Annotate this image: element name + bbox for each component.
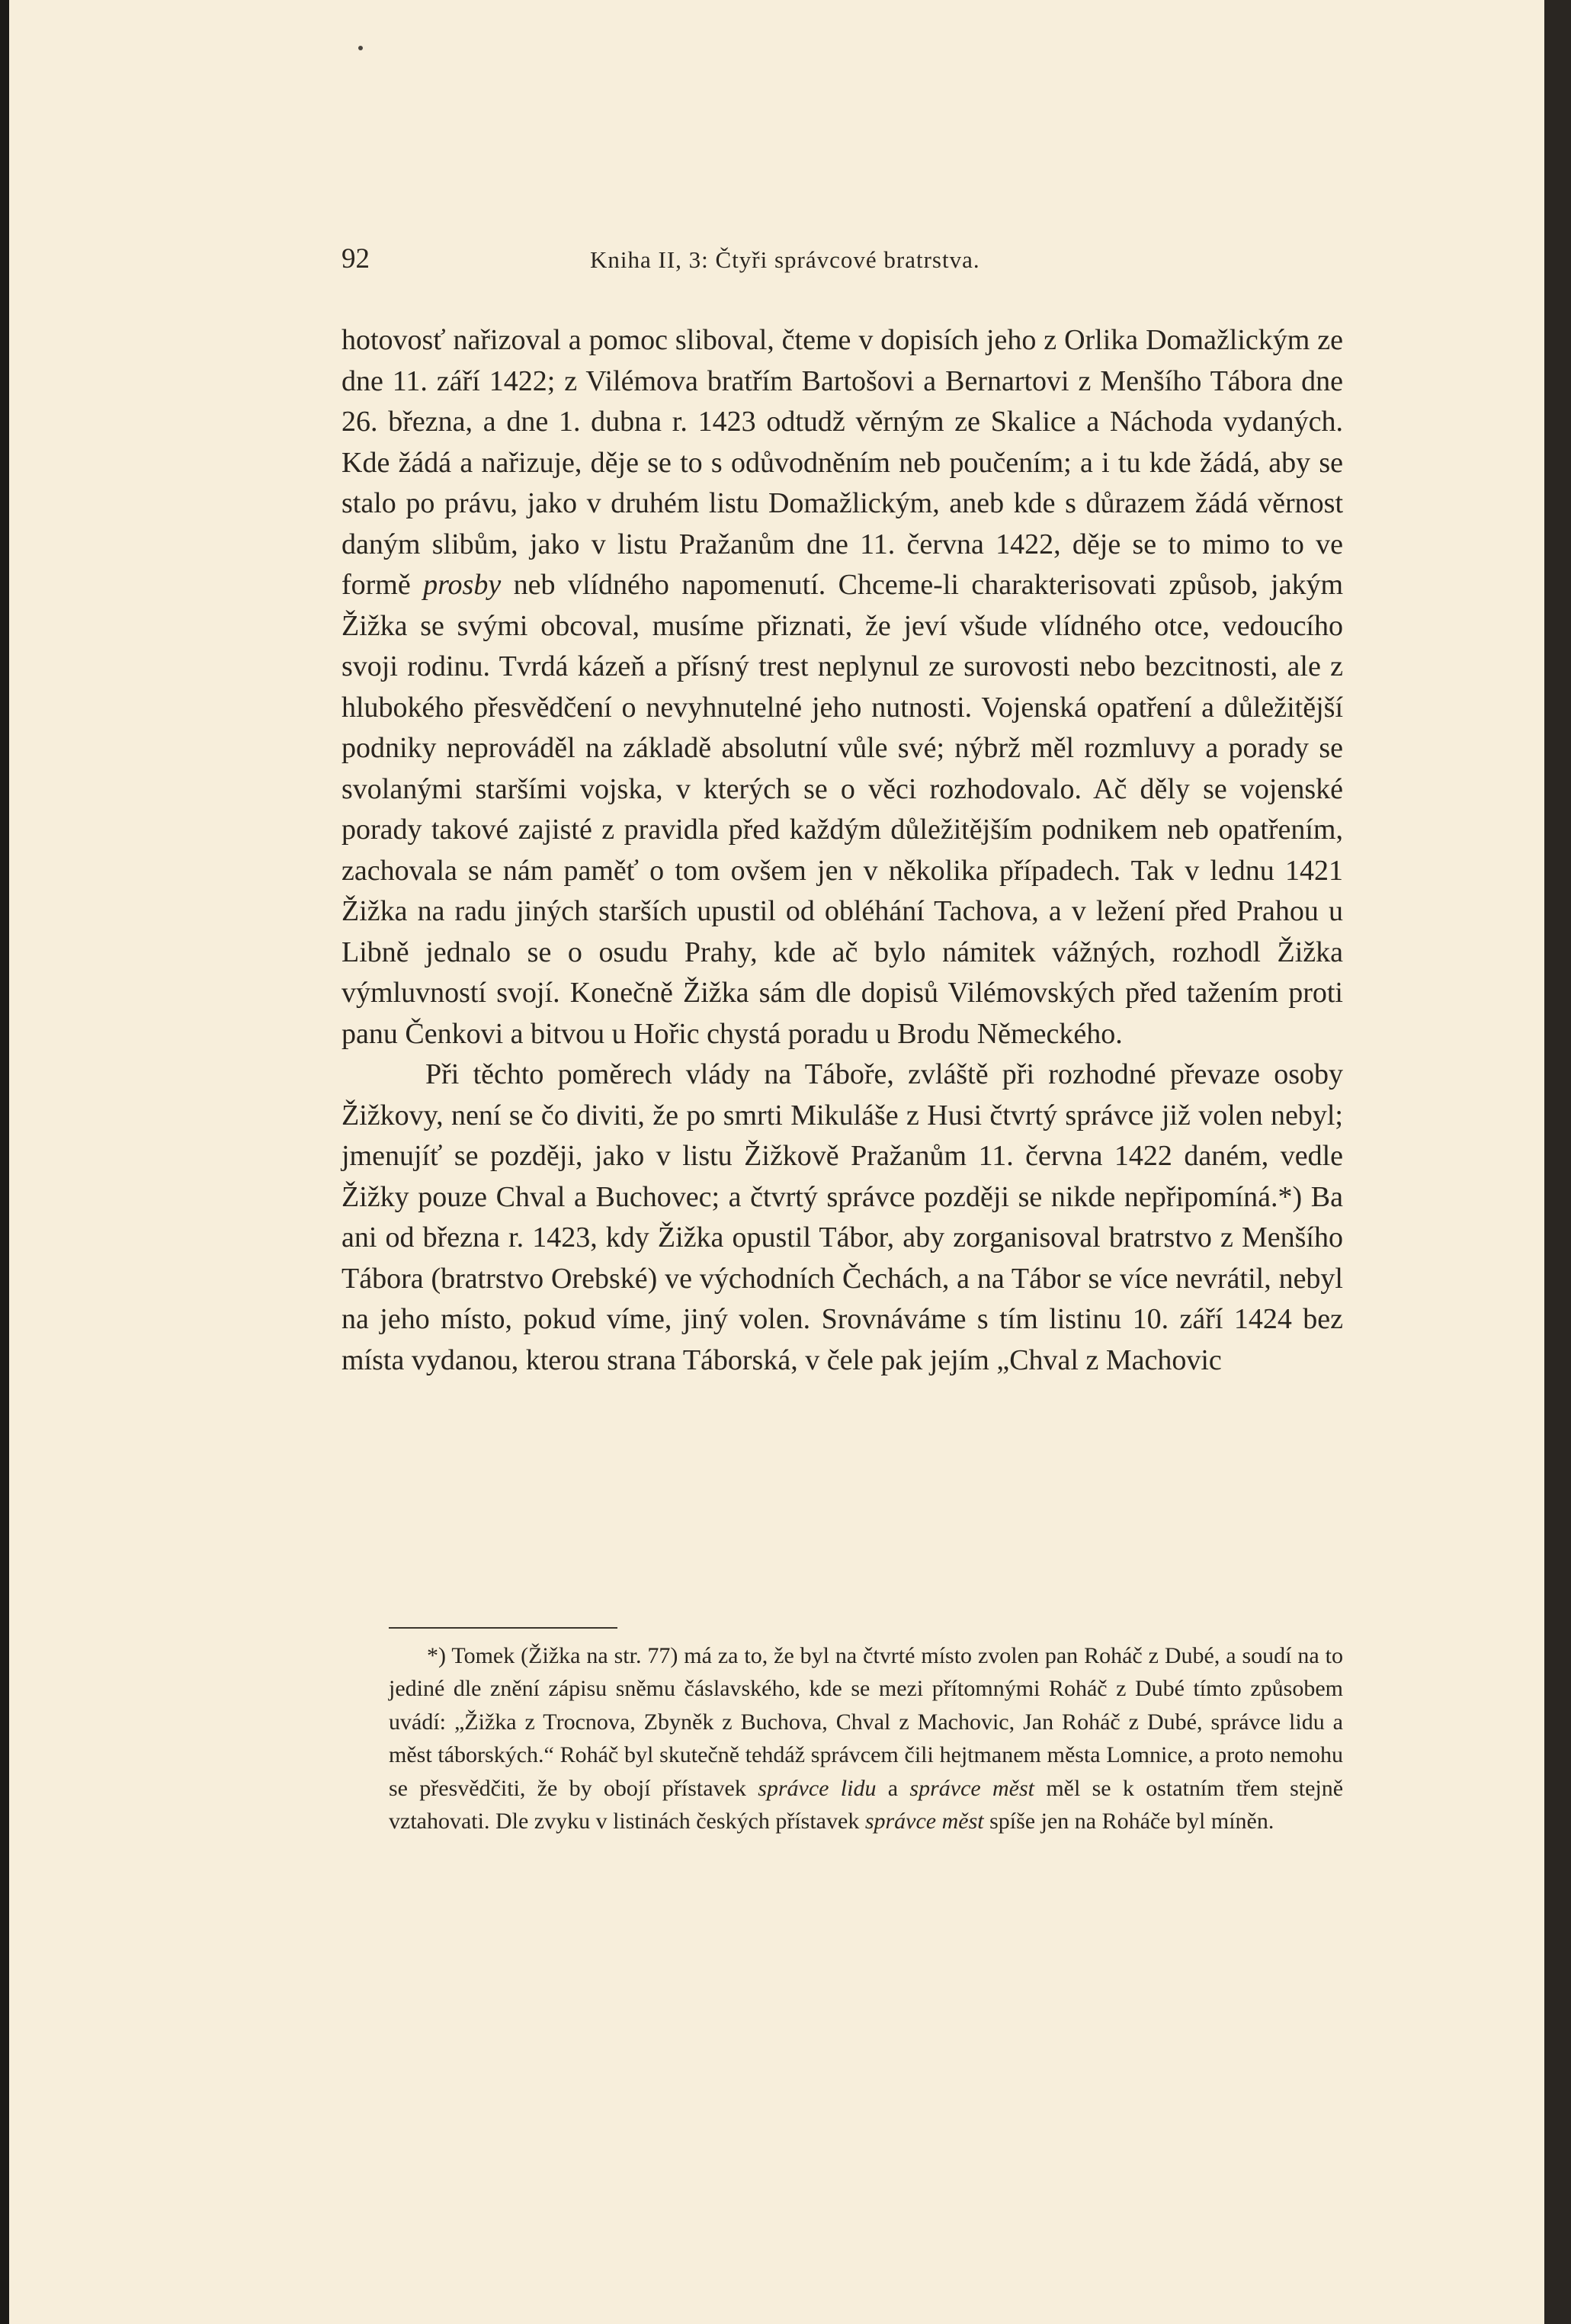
page-number: 92	[341, 243, 370, 274]
chapter-title: Kniha II, 3: Čtyři správcové bratrstva.	[590, 246, 980, 273]
emphasis-prosby: prosby	[423, 569, 502, 601]
scan-speck	[358, 46, 363, 50]
scan-edge-right	[1544, 0, 1571, 2324]
footnote-text: *) Tomek (Žižka na str. 77) má za to, že byl na čtvrté místo zvolen pan Roháč z Dubé, a soudí na to jediné dle znění zápisu sněmu čáslavského, kde se mezi přítomnými Roháč z Dubé tímto způsobem uvádí: „Žižka z Trocnova, Zbyněk z Buchova, Chval z Machovic, Jan Roháč z Dubé, správce lidu a měst táborských.“ Roháč byl skutečně tehdáž správcem čili hejtmanem města Lomnice, a proto nemohu se přesvědčiti, že by obojí přístavek správce lidu a správce měst měl se k ostatním třem stejně vztahovati. Dle zvyku v listinách českých přístavek správce měst spíše jen na Roháče byl míněn.	[389, 1643, 1344, 1834]
paragraph-1: hotovosť nařizoval a pomoc sliboval, čteme v dopisích jeho z Orlika Domažlickým ze dne 11. září 1422; z Vilémova bratřím Bartošovi a Bernartovi z Menšího Tábora dne 26. března, a dne 1. dubna r. 1423 odtudž věrným ze Skalice a Náchoda vydaných. Kde žádá a nařizuje, děje se to s odůvodněním neb poučením; a i tu kde žádá, aby se stalo po právu, jako v druhém listu Domažlickým, aneb kde s důrazem žádá věrnost daným slibům, jako v listu Pražanům dne 11. června 1422, děje se to mimo to ve formě prosby neb vlídného napomenutí. Chceme-li charakterisovati způsob, jakým Žižka se svými obcoval, musíme přiznati, že jeví všude vlídného otce, vedoucího svoji rodinu. Tvrdá kázeň a přísný trest neplynul ze surovosti nebo bezcitnosti, ale z hlubokého přesvědčení o nevyhnutelné jeho nutnosti. Vojenská opatření a důležitější podniky neprováděl na základě absolutní vůle své; nýbrž měl rozmluvy a porady se svolanými staršími vojska, v kterých se o věci rozhodovalo. Ač děly se vojenské porady takové zajisté z pravidla před každým důležitějším podnikem neb opatřením, zachovala se nám paměť o tom ovšem jen v několika případech. Tak v lednu 1421 Žižka na radu jiných starších upustil od obléhání Tachova, a v ležení před Prahou u Libně jednalo se o osudu Prahy, kde ač bylo námitek vážných, rozhodl Žižka výmluvností svojí. Konečně Žižka sám dle dopisů Vilémovských před tažením proti panu Čenkovi a bitvou u Hořic chystá poradu u Brodu Německého.	[341, 324, 1344, 1050]
main-text	[341, 320, 1343, 1381]
running-header	[341, 242, 1517, 288]
footnote-rule	[389, 1627, 617, 1629]
footnote	[389, 1639, 1343, 1838]
paragraph-2: Při těchto poměrech vlády na Táboře, zvláště při rozhodné převaze osoby Žižkovy, není se čo diviti, že po smrti Mikuláše z Husi čtvrtý správce již volen nebyl; jmenujíť se později, jako v listu Žižkově Pražanům 11. června 1422 daném, vedle Žižky pouze Chval a Buchovec; a čtvrtý správce později se nikde nepřipomíná.*) Ba ani od března r. 1423, kdy Žižka opustil Tábor, aby zorganisoval bratrstvo z Menšího Tábora (bratrstvo Orebské) ve východních Čechách, a na Tábor se více nevrátil, nebyl na jeho místo, pokud víme, jiný volen. Srovnáváme s tím listinu 10. září 1424 bez místa vydanou, kterou strana Táborská, v čele pak jejím „Chval z Machovic	[341, 1058, 1343, 1376]
